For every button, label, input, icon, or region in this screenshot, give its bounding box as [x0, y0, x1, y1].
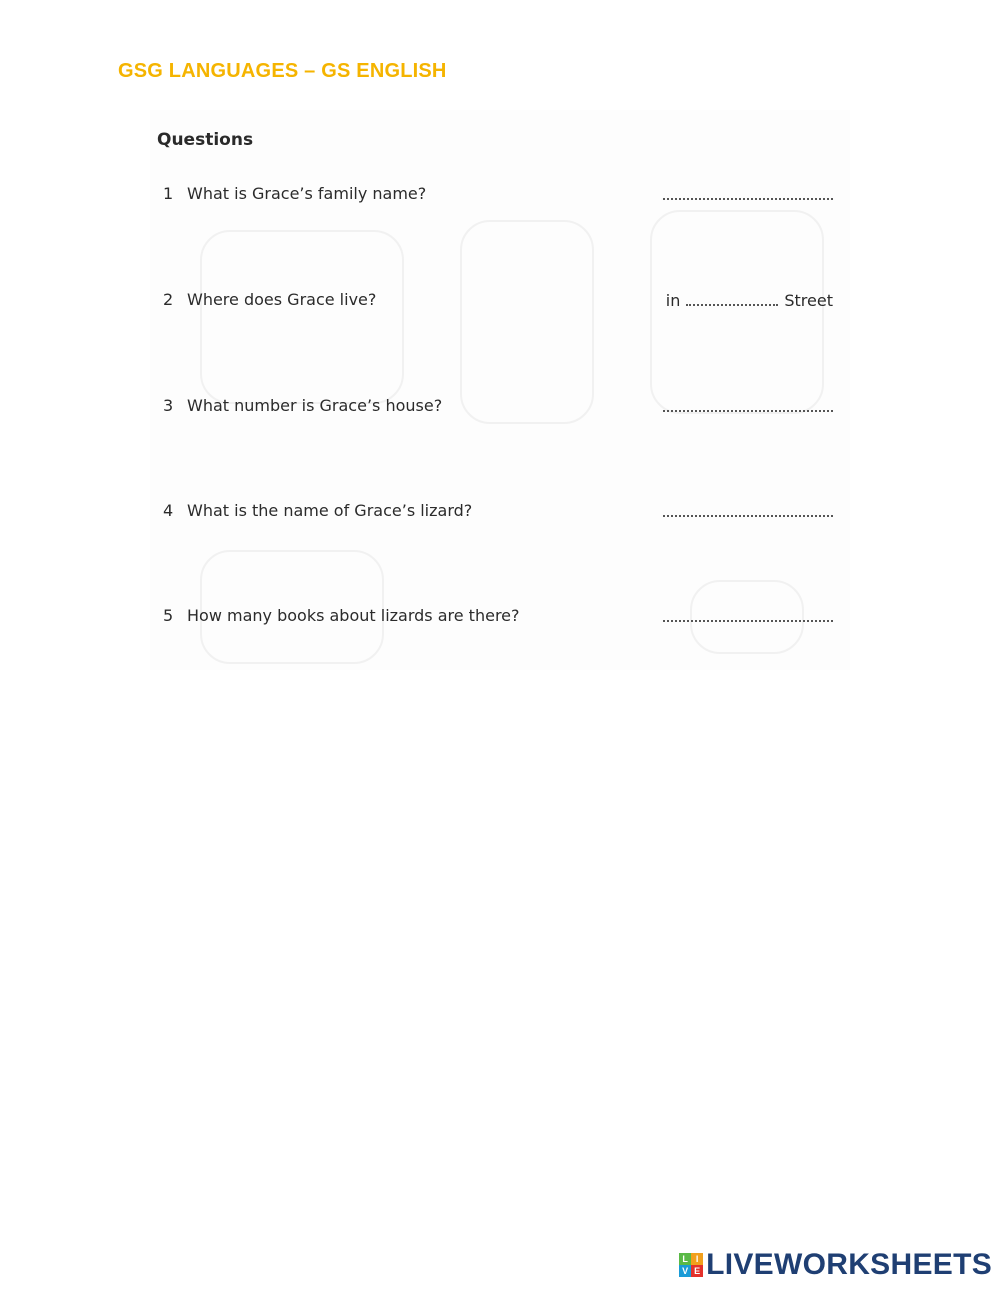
question-number: 2 — [163, 290, 174, 309]
question-row-1 — [163, 184, 833, 208]
question-text: What number is Grace’s house? — [187, 396, 443, 415]
question-row-2 — [163, 290, 833, 314]
faded-illustration — [460, 220, 594, 424]
questions-heading: Questions — [157, 130, 254, 150]
question-text: What is the name of Grace’s lizard? — [187, 501, 473, 520]
faded-illustration — [200, 230, 404, 404]
question-number: 5 — [163, 606, 174, 625]
question-number: 1 — [163, 184, 174, 203]
answer-blank[interactable] — [663, 501, 833, 521]
question-number: 3 — [163, 396, 174, 415]
worksheet-header-title: GSG LANGUAGES – GS ENGLISH — [118, 60, 447, 82]
answer-field-street[interactable] — [666, 290, 833, 310]
answer-blank[interactable] — [663, 396, 833, 416]
liveworksheets-logo — [679, 1249, 992, 1281]
answer-blank[interactable] — [663, 184, 833, 204]
answer-suffix: Street — [784, 291, 833, 310]
liveworksheets-logo-icon: L I V E — [679, 1253, 703, 1277]
question-number: 4 — [163, 501, 174, 520]
question-text: How many books about lizards are there? — [187, 606, 520, 625]
question-row-5 — [163, 606, 833, 630]
question-row-4 — [163, 501, 833, 525]
question-text: Where does Grace live? — [187, 290, 377, 309]
answer-prefix: in — [665, 291, 681, 310]
question-text: What is Grace’s family name? — [187, 184, 427, 203]
answer-blank[interactable] — [663, 606, 833, 626]
answer-blank[interactable] — [686, 290, 778, 306]
question-row-3 — [163, 396, 833, 420]
logo-text: LIVEWORKSHEETS — [706, 1248, 992, 1281]
